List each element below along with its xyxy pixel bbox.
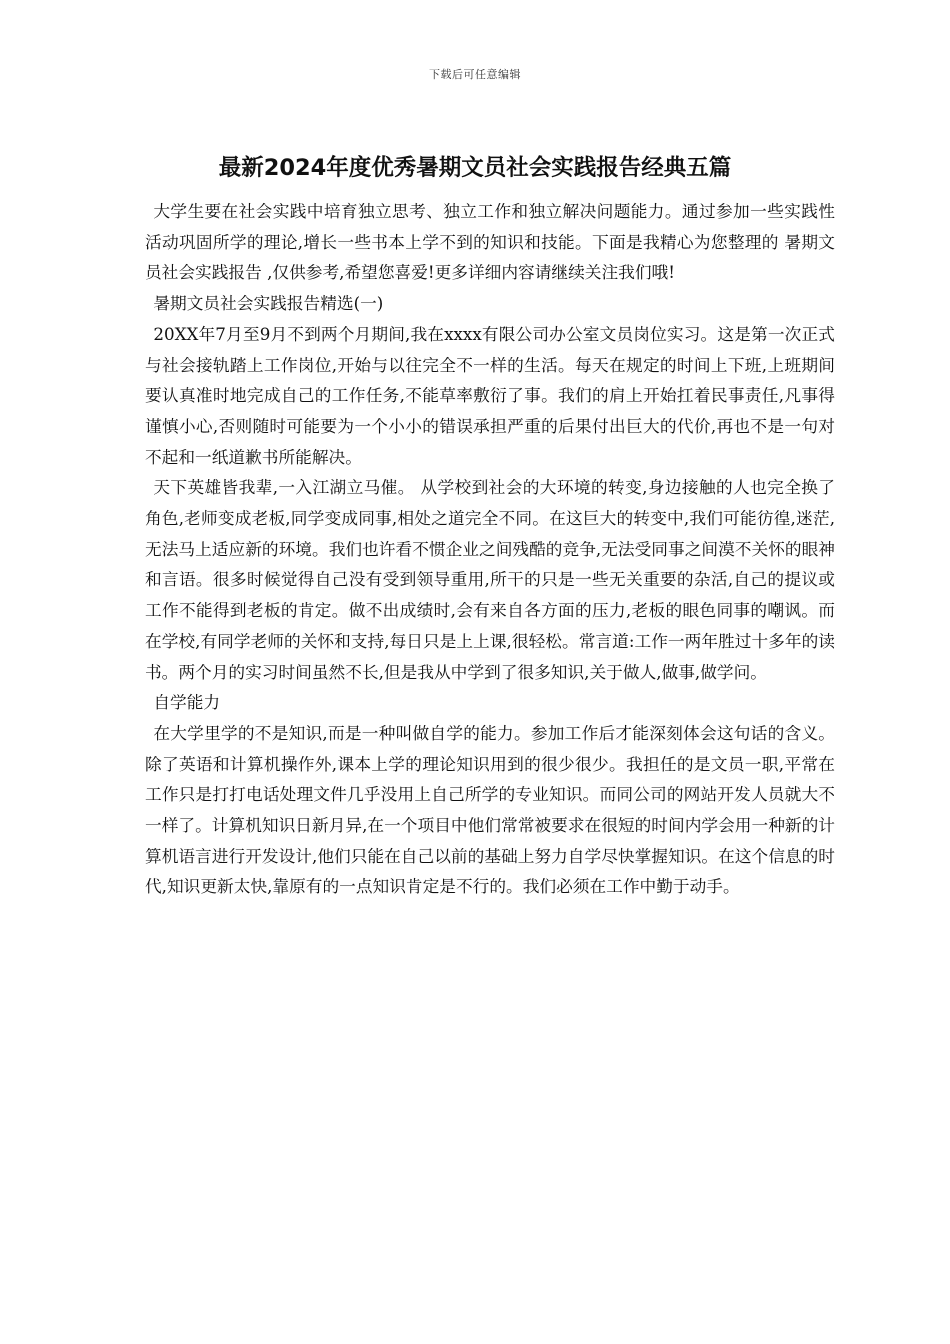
page-header-note: 下载后可任意编辑: [429, 68, 521, 81]
document-body: [145, 196, 835, 902]
document-title: 最新2024年度优秀暑期文员社会实践报告经典五篇: [218, 155, 732, 181]
paragraph-intro: 大学生要在社会实践中培育独立思考、独立工作和独立解决问题能力。通过参加一些实践性活动巩固所学的理论,增长一些书本上学不到的知识和技能。下面是我精心为您整理的 暑期文员社会实践报告 ,仅供参考,希望您喜爱!更多详细内容请继续关注我们哦!: [145, 201, 835, 283]
section-heading-1: 暑期文员社会实践报告精选(一): [153, 293, 384, 314]
section-heading-self-study: 自学能力: [153, 692, 221, 713]
paragraph-self-study: 在大学里学的不是知识,而是一种叫做自学的能力。参加工作后才能深刻体会这句话的含义。除了英语和计算机操作外,课本上学的理论知识用到的很少很少。我担任的是文员一职,平常在工作只是打打电话处理文件几乎没用上自己所学的专业知识。而同公司的网站开发人员就大不一样了。计算机知识日新月异,在一个项目中他们常常被要求在很短的时间内学会用一种新的计算机语言进行开发设计,他们只能在自己以前的基础上努力自学尽快掌握知识。在这个信息的时代,知识更新太快,靠原有的一点知识肯定是不行的。我们必须在工作中勤于动手。: [145, 722, 835, 897]
paragraph-transition: 天下英雄皆我辈,一入江湖立马催。 从学校到社会的大环境的转变,身边接触的人也完全换了角色,老师变成老板,同学变成同事,相处之道完全不同。在这巨大的转变中,我们可能彷徨,迷茫,无法马上适应新的环境。我们也许看不惯企业之间残酷的竞争,无法受同事之间漠不关怀的眼神和言语。很多时候觉得自己没有受到领导重用,所干的只是一些无关重要的杂活,自己的提议或工作不能得到老板的肯定。做不出成绩时,会有来自各方面的压力,老板的眼色同事的嘲讽。而在学校,有同学老师的关怀和支持,每日只是上上课,很轻松。常言道:工作一两年胜过十多年的读书。两个月的实习时间虽然不长,但是我从中学到了很多知识,关于做人,做事,做学问。: [145, 477, 835, 682]
paragraph-internship: 20XX年7月至9月不到两个月期间,我在xxxx有限公司办公室文员岗位实习。这是第一次正式与社会接轨踏上工作岗位,开始与以往完全不一样的生活。每天在规定的时间上下班,上班期间要认真准时地完成自己的工作任务,不能草率敷衍了事。我们的肩上开始扛着民事责任,凡事得谨慎小心,否则随时可能要为一个小小的错误承担严重的后果付出巨大的代价,再也不是一句对不起和一纸道歉书所能解决。: [145, 323, 835, 467]
